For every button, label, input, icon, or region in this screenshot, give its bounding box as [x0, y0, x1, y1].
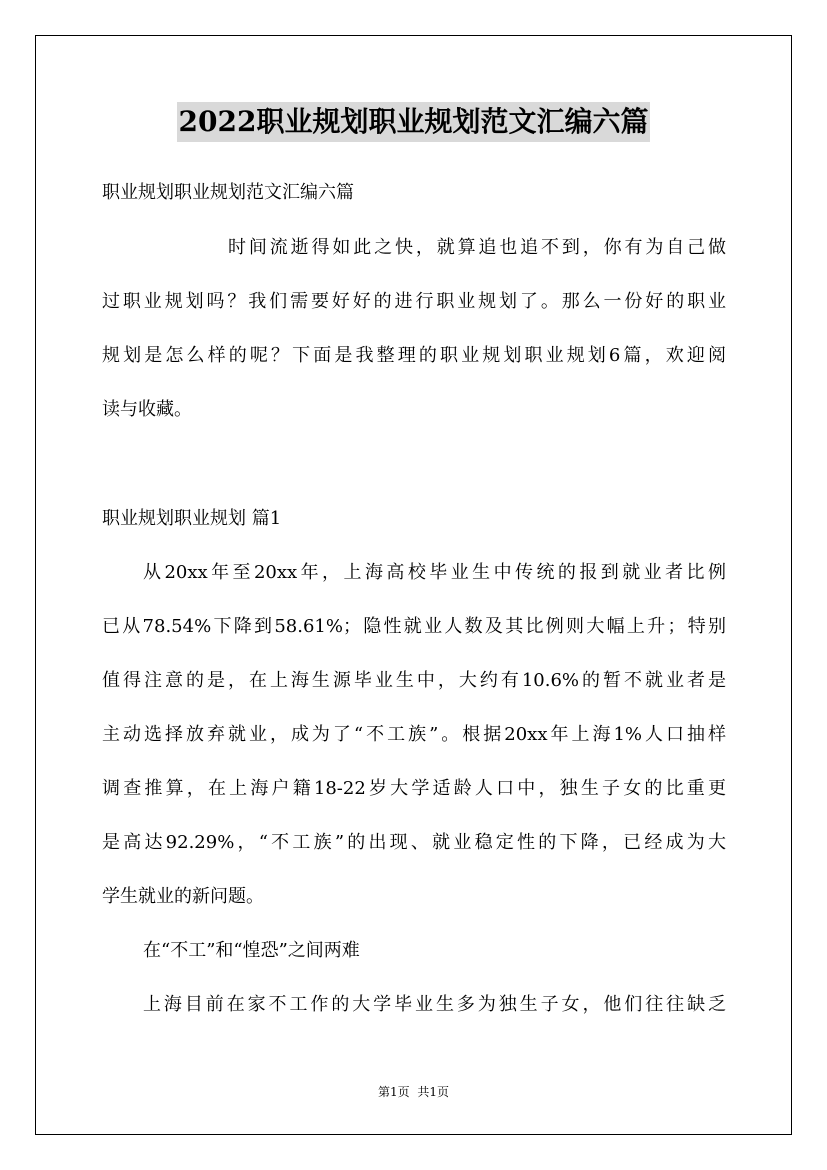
title-container — [0, 102, 827, 142]
page-number-current: 第1页 — [378, 1085, 410, 1099]
body-line: 调查推算，在上海户籍18-22岁大学适龄人口中，独生子女的比重更 — [102, 778, 726, 799]
body-line: 从20xx年至20xx年，上海高校毕业生中传统的报到就业者比例 — [143, 562, 726, 583]
sub-heading: 在“不工”和“惶恐”之间两难 — [143, 940, 360, 961]
body-line: 学生就业的新问题。 — [102, 886, 264, 907]
intro-line: 读与收藏。 — [102, 399, 192, 420]
intro-line: 规划是怎么样的呢？下面是我整理的职业规划职业规划6篇，欢迎阅 — [102, 345, 726, 366]
body-line: 是高达92.29%，“不工族”的出现、就业稳定性的下降，已经成为大 — [102, 832, 726, 853]
intro-line: 时间流逝得如此之快，就算追也追不到，你有为自己做 — [228, 237, 726, 258]
body-line: 上海目前在家不工作的大学毕业生多为独生子女，他们往往缺乏 — [143, 994, 726, 1015]
intro-line: 过职业规划吗？我们需要好好的进行职业规划了。那么一份好的职业 — [102, 291, 726, 312]
body-line: 已从78.54%下降到58.61%；隐性就业人数及其比例则大幅上升；特别 — [102, 616, 726, 637]
section-heading: 职业规划职业规划 篇1 — [102, 508, 282, 529]
body-line: 主动选择放弃就业，成为了“不工族”。根据20xx年上海1%人口抽样 — [102, 724, 726, 745]
document-title: 2022职业规划职业规划范文汇编六篇 — [177, 102, 651, 142]
page-number-total: 共1页 — [417, 1085, 449, 1099]
body-line: 值得注意的是，在上海生源毕业生中，大约有10.6%的暂不就业者是 — [102, 670, 726, 691]
document-subtitle: 职业规划职业规划范文汇编六篇 — [102, 182, 354, 203]
page-footer — [0, 1084, 827, 1100]
